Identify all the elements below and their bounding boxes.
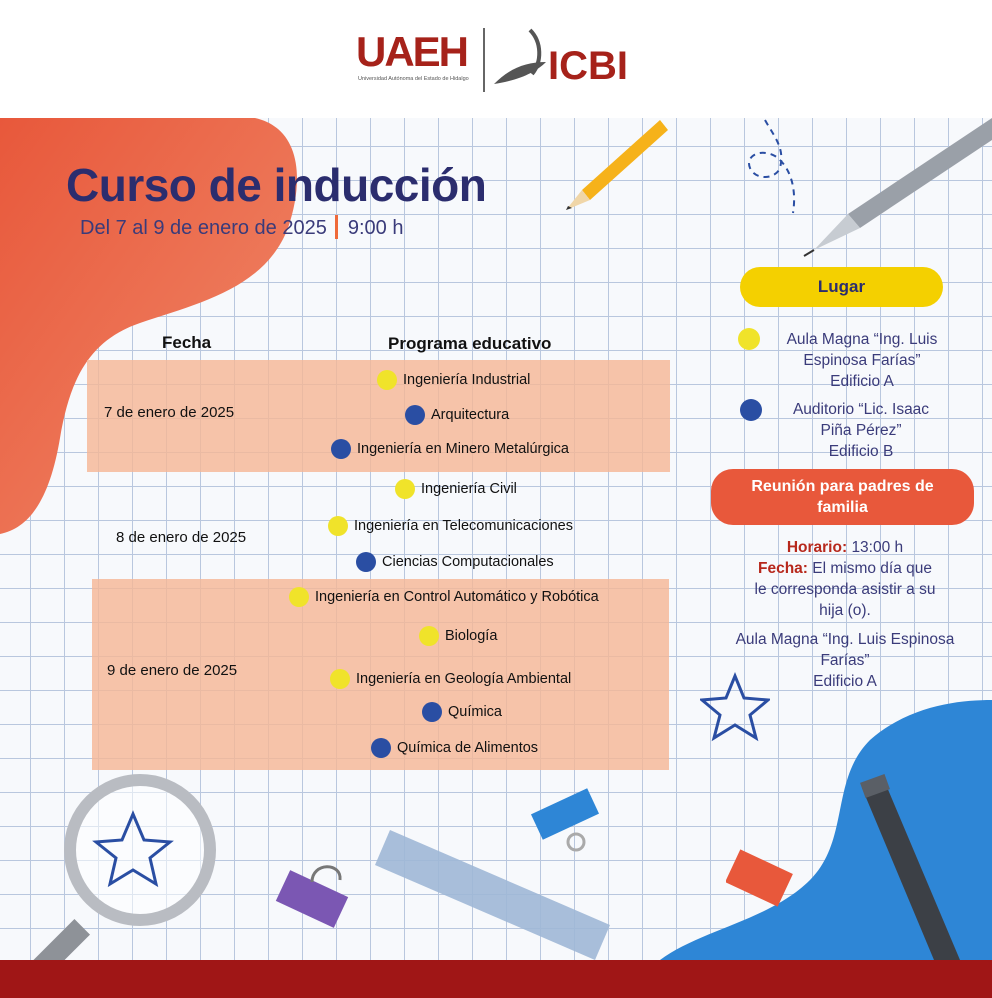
footer-bar [0, 960, 992, 998]
day-date: 9 de enero de 2025 [107, 662, 238, 679]
yellow-dot-icon [289, 587, 309, 607]
lugar-pill: Lugar [740, 267, 943, 307]
header [0, 0, 992, 118]
reunion-horario [700, 537, 990, 558]
binder-clip-icon [272, 860, 352, 940]
place-2 [761, 399, 961, 462]
pencil-icon [560, 118, 670, 213]
page-title: Curso de inducción [66, 159, 487, 211]
fecha-value: El mismo día que [812, 560, 933, 577]
fecha-label: Fecha: [757, 560, 808, 577]
reunion-lugar: Farías” [820, 652, 870, 669]
subtitle-divider [335, 215, 338, 239]
program-item [395, 479, 517, 499]
magnifying-glass-icon [30, 768, 230, 960]
program-item [328, 516, 573, 536]
program-item [289, 587, 599, 607]
program-name: Ciencias Computacionales [382, 554, 554, 570]
fecha-value: hija (o). [819, 602, 871, 619]
place-line: Aula Magna “Ing. Luis [786, 331, 938, 348]
logo-divider [483, 28, 485, 92]
yellow-dot-icon [328, 516, 348, 536]
blue-dot-icon [740, 399, 762, 421]
reunion-fecha [700, 558, 990, 579]
horario-label: Horario: [786, 539, 848, 556]
marker-icon [850, 770, 992, 960]
reunion-lugar: Aula Magna “Ing. Luis Espinosa [735, 631, 955, 648]
program-name: Química de Alimentos [397, 740, 539, 756]
program-item [419, 626, 497, 646]
program-item [371, 738, 538, 758]
reunion-label-line: Reunión para padres de [751, 478, 934, 495]
place-line: Espinosa Farías” [803, 352, 921, 369]
blue-clip-icon [528, 780, 608, 860]
program-item [422, 702, 502, 722]
yellow-dot-icon [395, 479, 415, 499]
day-date: 8 de enero de 2025 [116, 529, 247, 546]
fecha-value: le corresponda asistir a su [754, 581, 936, 598]
program-item [356, 552, 554, 572]
program-name: Arquitectura [431, 407, 510, 423]
event-time: 9:00 h [347, 217, 404, 239]
reunion-label-line: familia [817, 499, 868, 516]
reunion-details [700, 537, 990, 692]
program-item [330, 669, 571, 689]
place-line: Piña Pérez” [820, 422, 902, 439]
program-name: Ingeniería en Geología Ambiental [356, 671, 572, 687]
day-date: 7 de enero de 2025 [104, 404, 235, 421]
icbi-logo: ICBI [548, 44, 628, 88]
dashed-curl-decoration [735, 118, 805, 218]
program-item [377, 370, 530, 390]
yellow-dot-icon [377, 370, 397, 390]
blue-dot-icon [405, 405, 425, 425]
icbi-leaf-icon [490, 28, 550, 88]
yellow-dot-icon [738, 328, 760, 350]
reunion-pill [711, 469, 974, 525]
blue-dot-icon [371, 738, 391, 758]
event-dates: Del 7 al 9 de enero de 2025 [80, 217, 327, 239]
column-header-fecha: Fecha [162, 333, 212, 352]
red-clip-icon [726, 840, 806, 920]
uaeh-logo: UAEH [356, 28, 468, 75]
program-name: Ingeniería en Minero Metalúrgica [357, 441, 569, 457]
yellow-dot-icon [330, 669, 350, 689]
place-1 [762, 329, 962, 392]
program-name: Ingeniería en Control Automático y Robótica [315, 589, 599, 605]
program-name: Ingeniería Civil [421, 481, 517, 497]
program-name: Biología [445, 628, 498, 644]
program-item [331, 439, 569, 459]
place-line: Edificio A [830, 373, 894, 390]
blue-dot-icon [356, 552, 376, 572]
program-name: Ingeniería Industrial [403, 372, 531, 388]
yellow-dot-icon [419, 626, 439, 646]
event-date-time [80, 215, 403, 240]
pen-icon [800, 118, 992, 258]
place-line: Auditorio “Lic. Isaac [792, 401, 930, 418]
blue-dot-icon [422, 702, 442, 722]
place-line: Edificio B [828, 443, 894, 460]
program-name: Ingeniería en Telecomunicaciones [354, 518, 573, 534]
program-name: Química [448, 704, 502, 720]
reunion-lugar: Edificio A [813, 673, 877, 690]
program-item [405, 405, 509, 425]
uaeh-logo-caption: Universidad Autónoma del Estado de Hidalgo [358, 76, 469, 82]
blue-dot-icon [331, 439, 351, 459]
column-header-programa: Programa educativo [388, 334, 552, 353]
horario-value: 13:00 h [851, 539, 904, 556]
